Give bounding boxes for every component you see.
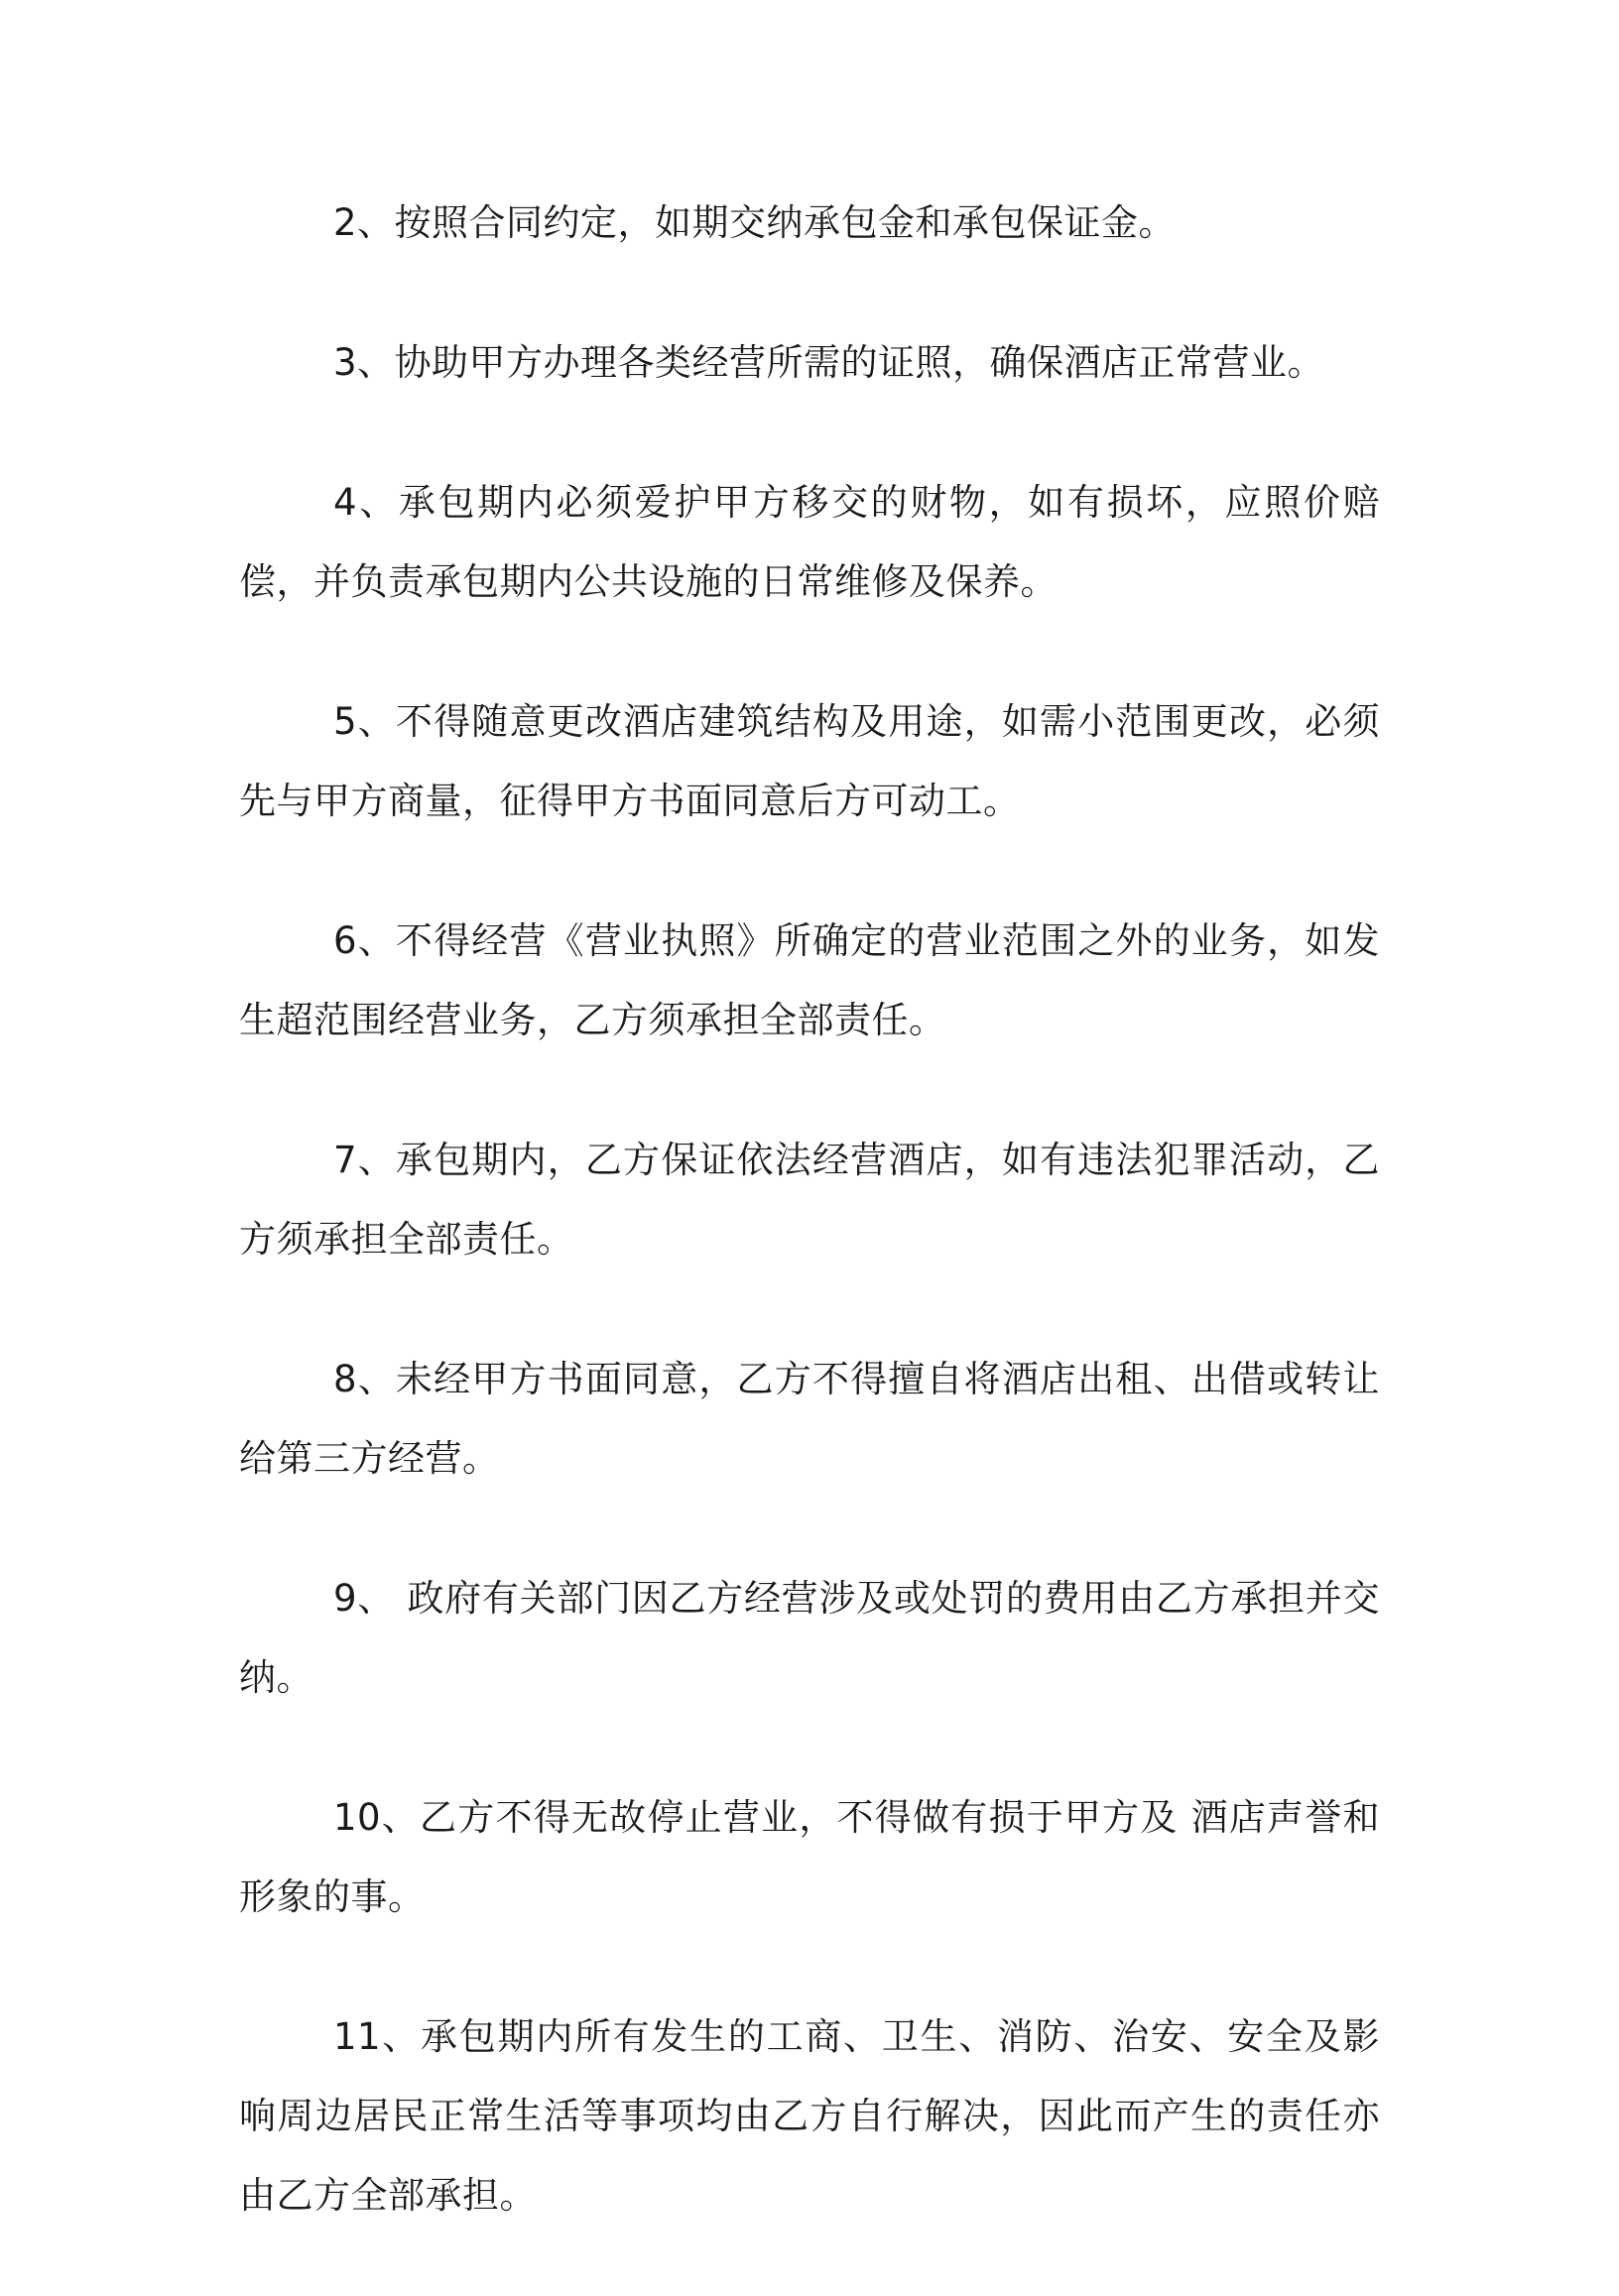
clause-9: 9、 政府有关部门因乙方经营涉及或处罚的费用由乙方承担并交纳。 <box>239 1577 1380 1699</box>
document-body <box>239 183 1380 2296</box>
clause-4: 4、承包期内必须爱护甲方移交的财物，如有损坏，应照价赔偿，并负责承包期内公共设施的日常维修及保养。 <box>239 481 1380 603</box>
clause-6: 6、不得经营《营业执照》所确定的营业范围之外的业务，如发生超范围经营业务，乙方须承担全部责任。 <box>239 919 1380 1041</box>
clause-2: 2、按照合同约定，如期交纳承包金和承包保证金。 <box>333 201 1177 244</box>
clause-3: 3、协助甲方办理各类经营所需的证照，确保酒店正常营业。 <box>333 341 1325 384</box>
clause-8: 8、未经甲方书面同意，乙方不得擅自将酒店出租、出借或转让给第三方经营。 <box>239 1358 1380 1480</box>
clause-7: 7、承包期内，乙方保证依法经营酒店，如有违法犯罪活动，乙方须承担全部责任。 <box>239 1139 1380 1261</box>
clause-10: 10、乙方不得无故停止营业，不得做有损于甲方及 酒店声誉和形象的事。 <box>239 1796 1380 1918</box>
clause-5: 5、不得随意更改酒店建筑结构及用途，如需小范围更改，必须先与甲方商量，征得甲方书面同意后方可动工。 <box>239 700 1380 822</box>
clause-11: 11、承包期内所有发生的工商、卫生、消防、治安、安全及影响周边居民正常生活等事项均由乙方自行解决，因此而产生的责任亦由乙方全部承担。 <box>239 2015 1380 2217</box>
